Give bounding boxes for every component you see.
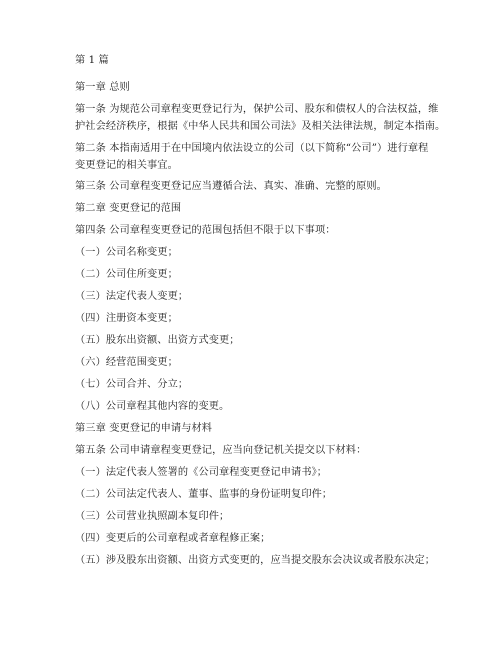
article-text: 第二条 本指南适用于在中国境内依法设立的公司（以下简称“公司”）进行章程 [75, 143, 429, 154]
article-text: 第三条 公司章程变更登记应当遵循合法、真实、准确、完整的原则。 [75, 181, 387, 192]
list-item: （七）公司合并、分立； [75, 379, 189, 390]
list-item: （四）变更后的公司章程或者章程修正案； [75, 533, 271, 544]
chapter-heading: 第一章 总则 [75, 82, 130, 93]
chapter-heading: 第三章 变更登记的申请与材料 [75, 423, 213, 434]
chapter-heading: 第二章 变更登记的范围 [75, 203, 182, 214]
article-text: 护社会经济秩序，根据《中华人民共和国公司法》及相关法律法规，制定本指南。 [75, 121, 446, 132]
list-item: （八）公司章程其他内容的变更。 [75, 401, 230, 412]
list-item: （三）法定代表人变更； [75, 291, 189, 302]
list-item: （二）公司法定代表人、董事、监事的身份证明复印件； [75, 489, 333, 500]
article-text: 第五条 公司申请章程变更登记，应当向登记机关提交以下材料： [75, 445, 367, 456]
list-item: （三）公司营业执照副本复印件； [75, 511, 230, 522]
list-item: （六）经营范围变更； [75, 357, 178, 368]
article-text: 第一条 为规范公司章程变更登记行为，保护公司、股东和债权人的合法权益，维 [75, 104, 439, 115]
list-item: （五）涉及股东出资额、出资方式变更的，应当提交股东会决议或者股东决定； [75, 555, 436, 566]
list-item: （一）公司名称变更； [75, 247, 178, 258]
article-text: 第四条 公司章程变更登记的范围包括但不限于以下事项： [75, 225, 336, 236]
article-text: 变更登记的相关事宜。 [75, 160, 178, 171]
list-item: （五）股东出资额、出资方式变更； [75, 335, 240, 346]
part-label: 第 1 篇 [75, 55, 109, 66]
list-item: （二）公司住所变更； [75, 269, 178, 280]
list-item: （一）法定代表人签署的《公司章程变更登记申请书》； [75, 467, 328, 478]
list-item: （四）注册资本变更； [75, 313, 178, 324]
